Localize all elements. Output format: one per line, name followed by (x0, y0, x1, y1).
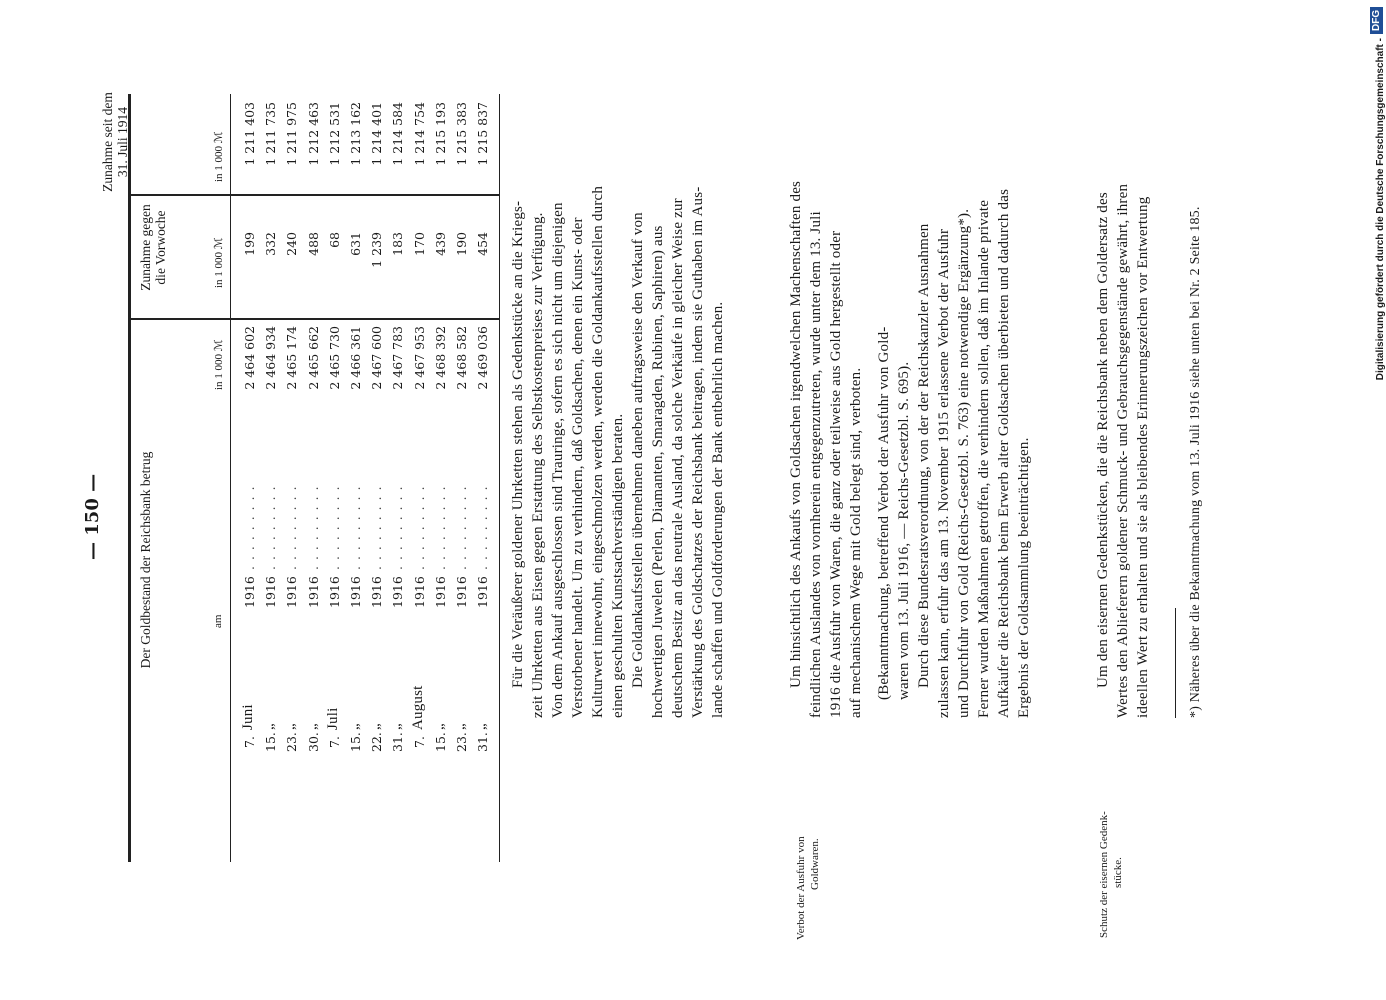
row-year: 1916 (411, 576, 427, 608)
header-weekly-unit: in 1 000 ℳ (213, 237, 225, 288)
text-line: Wertes den Ablieferern goldener Schmuck- und Gebrauchsgegenstände gewährt, ihren (1115, 183, 1131, 718)
row-day: 31. (390, 732, 406, 752)
row-since: 1 211 403 (242, 102, 257, 166)
row-month: „ (303, 723, 320, 730)
row-day: 22. (369, 732, 385, 752)
row-stock: 2 465 174 (284, 326, 300, 390)
row-weekly: 454 (475, 232, 491, 256)
row-since: 1 214 401 (369, 102, 385, 166)
row-year: 1916 (369, 576, 385, 608)
row-year: 1916 (475, 576, 491, 608)
credit-text: Digitalisierung gefördert durch die Deutsche Forschungsgemeinschaft - (1375, 38, 1386, 381)
row-leader: . . . . . . . . . (454, 485, 469, 570)
row-day: 7. (411, 736, 427, 748)
text-line: zulassen kann, erfuhr das am 13. November 1915 erlassene Verbot der Ausfuhr (936, 228, 952, 718)
header-since: Zunahme seit dem 31. Juli 1914 (100, 92, 130, 192)
text-line: und Durchfuhr von Gold (Reichs-Gesetzbl. S. 763) eine notwendige Ergänzung*). (956, 208, 972, 718)
text-line: Durch diese Bundesratsverordnung, von der der Reichskanzler Ausnahmen (916, 223, 932, 688)
row-day: 15. (348, 732, 363, 752)
row-stock: 2 465 662 (305, 326, 321, 390)
row-month: „ (473, 723, 490, 730)
row-year: 1916 (242, 576, 257, 608)
row-since: 1 214 754 (411, 102, 427, 166)
row-month: „ (430, 723, 447, 730)
row-day: 31. (475, 732, 491, 752)
row-day: 7. (242, 736, 257, 748)
row-since: 1 212 531 (326, 102, 342, 166)
row-year: 1916 (263, 576, 279, 608)
row-leader: . . . . . . . . . (475, 485, 491, 570)
row-weekly: 332 (263, 232, 279, 256)
margin-note-line: stücke. (1112, 857, 1124, 888)
dfg-logo: DFG (1370, 7, 1383, 34)
row-month: „ (367, 723, 384, 730)
text-line: Die Goldankaufsstellen übernehmen daneben auftragsweise den Verkauf von (630, 212, 646, 688)
row-month: Juni (240, 704, 256, 730)
row-weekly: 631 (348, 232, 363, 256)
footnote: *) Näheres über die Bekanntmachung vom 13. Juli 1916 siehe unten bei Nr. 2 Seite 185. (1188, 206, 1203, 718)
text-line: ideellen Wert zu erhalten und sie als bleibendes Erinnerungszeichen vor Entwertung (1135, 196, 1151, 718)
row-stock: 2 469 036 (475, 326, 491, 390)
text-line: waren vom 13. Juli 1916, — Reichs-Gesetzbl. S. 695). (896, 361, 912, 700)
row-weekly: 1 239 (369, 232, 385, 268)
row-stock: 2 465 730 (326, 326, 342, 390)
row-weekly: 190 (454, 232, 469, 256)
text-line: Ferner wurden Maßnahmen getroffen, die verhindern sollen, daß im Inlande private (976, 199, 992, 718)
row-weekly: 439 (432, 232, 448, 256)
row-leader: . . . . . . . . . (326, 485, 342, 570)
table-bottom-rule (499, 94, 500, 862)
row-stock: 2 464 934 (263, 326, 279, 390)
text-line: Von dem Ankauf ausgeschlossen sind Trauringe, sofern es sich nicht um diejenigen (550, 202, 566, 718)
row-leader: . . . . . . . . . (369, 485, 385, 570)
margin-note-line: Schutz der eisernen Gedenk- (1098, 811, 1110, 938)
row-stock: 2 467 600 (369, 326, 385, 390)
text-line: zeit Uhrketten aus Eisen gegen Erstattung des Selbstkostenpreises zur Verfügung. (530, 212, 546, 718)
row-weekly: 199 (242, 232, 257, 256)
table-col-rule-2 (131, 194, 499, 196)
row-year: 1916 (454, 576, 469, 608)
margin-note-line: Verbot der Ausfuhr von (795, 836, 807, 940)
row-year: 1916 (348, 576, 363, 608)
row-month: „ (452, 723, 468, 730)
text-line: Um hinsichtlich des Ankaufs von Goldsachen irgendwelchen Machenschaften des (788, 180, 804, 688)
text-line: auf mechanischem Wege mit Gold belegt sind, verboten. (848, 367, 864, 718)
row-since: 1 214 584 (390, 102, 406, 166)
row-year: 1916 (326, 576, 342, 608)
row-month: „ (388, 723, 405, 730)
row-weekly: 68 (326, 232, 342, 248)
row-since: 1 215 383 (454, 102, 469, 166)
row-leader: . . . . . . . . . (284, 485, 300, 570)
page-number: — 150 — (82, 473, 103, 560)
row-month: „ (282, 723, 299, 730)
row-day: 30. (305, 732, 321, 752)
row-stock: 2 468 392 (432, 326, 448, 390)
text-line: (Bekanntmachung, betreffend Verbot der Ausfuhr von Gold- (876, 326, 892, 700)
row-stock: 2 466 361 (348, 326, 363, 390)
row-leader: . . . . . . . . . (263, 485, 279, 570)
text-line: Aufkäufer die Reichsbank beim Erwerb alter Goldsachen überbieten und dadurch das (996, 188, 1012, 718)
text-line: hochwertigen Juwelen (Perlen, Diamanten, Smaragden, Rubinen, Saphiren) aus (650, 225, 666, 718)
text-line: Verstorbener handelt. Um zu verhindern, daß Goldsachen, denen ein Kunst- oder (570, 217, 586, 718)
row-since: 1 211 735 (263, 102, 279, 166)
row-month: „ (261, 723, 278, 730)
row-weekly: 183 (390, 232, 406, 256)
row-day: 15. (432, 732, 448, 752)
header-date-sub: am (212, 614, 224, 628)
row-year: 1916 (432, 576, 448, 608)
row-day: 7. (326, 736, 342, 748)
row-since: 1 215 193 (432, 102, 448, 166)
row-leader: . . . . . . . . . (432, 485, 448, 570)
row-day: 23. (454, 732, 469, 752)
text-line: einen geschulten Kunstsachverständigen beraten. (610, 413, 626, 718)
text-line: Ergebnis der Goldsammlung beeinträchtigen. (1016, 437, 1032, 718)
text-line: 1916 die Ausfuhr von Waren, die ganz oder teilweise aus Gold hergestellt oder (828, 230, 844, 718)
row-month: Juli (324, 707, 341, 730)
table-col-rule-1 (131, 318, 499, 320)
row-leader: . . . . . . . . . (348, 485, 363, 570)
row-stock: 2 468 582 (454, 326, 469, 390)
row-year: 1916 (284, 576, 300, 608)
row-since: 1 211 975 (284, 102, 300, 166)
row-leader: . . . . . . . . . (305, 485, 321, 570)
row-day: 15. (263, 732, 279, 752)
row-day: 23. (284, 732, 300, 752)
header-stock-unit: in 1 000 ℳ (213, 339, 225, 390)
text-line: Kulturwert innewohnt, eingeschmolzen werden, werden die Goldankaufsstellen durch (590, 185, 606, 718)
footnote-rule (1175, 608, 1176, 718)
row-stock: 2 467 953 (411, 326, 427, 390)
row-month: „ (346, 723, 362, 730)
header-stock: Der Goldbestand der Reichsbank betrug (138, 451, 153, 669)
row-leader: . . . . . . . . . (242, 485, 257, 570)
row-year: 1916 (305, 576, 321, 608)
row-month: August (409, 685, 426, 730)
row-weekly: 240 (284, 232, 300, 256)
text-line: deutschem Besitz an das neutrale Ausland, da solche Verkäufe in gleicher Weise zur (670, 198, 686, 718)
margin-note-line: Goldwaren. (809, 838, 821, 890)
table-top-rule (128, 94, 131, 862)
row-since: 1 215 837 (475, 102, 491, 166)
header-rule (230, 94, 231, 862)
row-stock: 2 467 783 (390, 326, 406, 390)
row-stock: 2 464 602 (242, 326, 257, 390)
text-line: Verstärkung des Goldschatzes der Reichsbank beitragen, indem sie Guthaben im Aus- (690, 186, 706, 718)
row-leader: . . . . . . . . . (390, 485, 406, 570)
text-line: Für die Veräußerer goldener Uhrketten stehen als Gedenkstücke an die Kriegs- (510, 200, 526, 688)
row-weekly: 488 (305, 232, 321, 256)
text-line: feindlichen Auslandes von vornherein entgegenzutreten, wurde unter dem 13. Juli (808, 211, 824, 718)
row-leader: . . . . . . . . . (411, 485, 427, 570)
text-line: Um den eisernen Gedenkstücken, die die Reichsbank neben dem Goldersatz des (1095, 192, 1111, 688)
row-year: 1916 (390, 576, 406, 608)
row-since: 1 213 162 (348, 102, 363, 166)
row-weekly: 170 (411, 232, 427, 256)
header-weekly: Zunahme gegen die Vorwoche (138, 204, 168, 291)
header-since-unit: in 1 000 ℳ (213, 131, 225, 182)
text-line: lande schaffen und Goldforderungen der Bank entbehrlich machen. (710, 301, 726, 718)
row-since: 1 212 463 (305, 102, 321, 166)
